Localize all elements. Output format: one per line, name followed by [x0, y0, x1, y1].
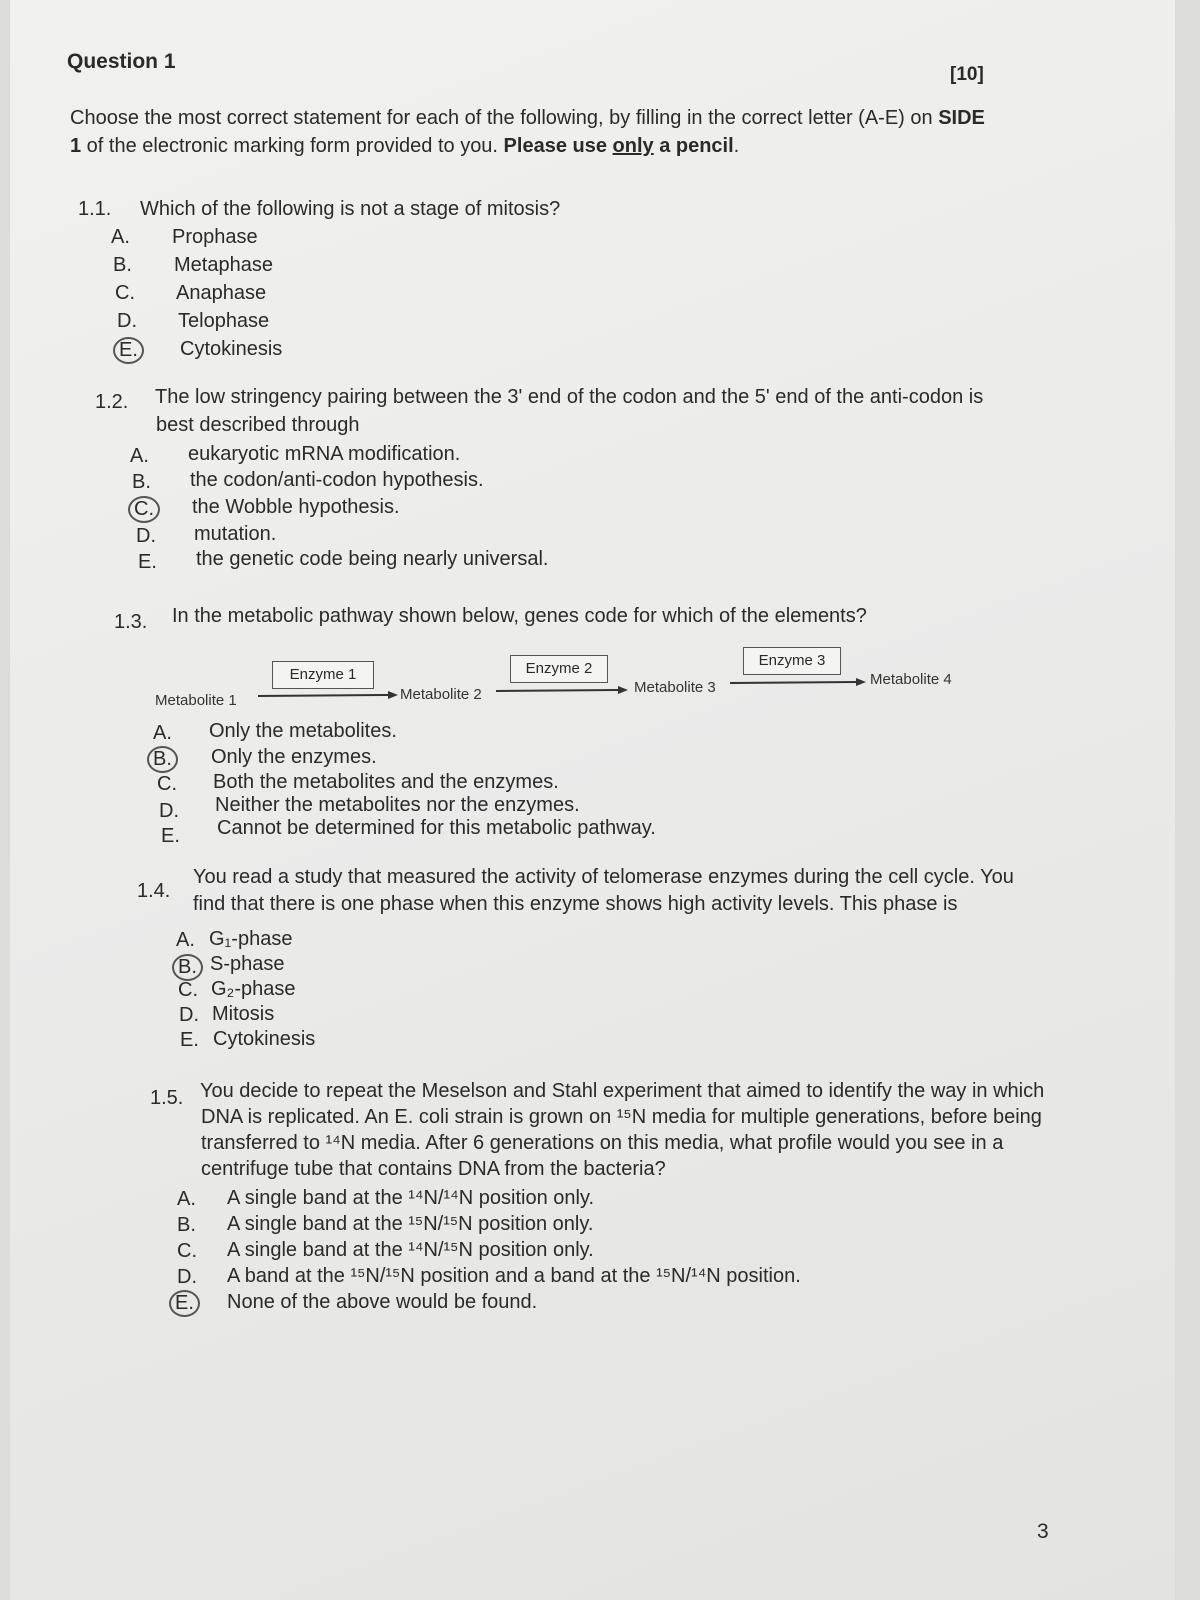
- option-text: Metaphase: [174, 254, 273, 276]
- metabolite-label: Metabolite 1: [155, 692, 237, 709]
- option-text: Cannot be determined for this metabolic pathway.: [217, 817, 656, 839]
- arrow-icon: [496, 685, 628, 697]
- question-text: Which of the following is not a stage of mitosis?: [140, 198, 561, 220]
- option-letter: B.: [113, 254, 132, 276]
- page-number: 3: [1037, 1520, 1049, 1543]
- option-letter: C.: [178, 979, 198, 1001]
- question-text-line1: You read a study that measured the activity of telomerase enzymes during the cell cycle. You: [193, 866, 1014, 888]
- option-text: None of the above would be found.: [227, 1291, 538, 1313]
- question-number: 1.5.: [150, 1087, 184, 1109]
- option-letter: D.: [117, 310, 137, 332]
- option-letter: D.: [159, 800, 179, 822]
- enzyme-box: Enzyme 1: [272, 661, 374, 689]
- option-letter: B.: [132, 471, 151, 493]
- option-letter-circled: E.: [169, 1290, 200, 1317]
- option-text: mutation.: [194, 523, 277, 545]
- question-text-line4: centrifuge tube that contains DNA from the bacteria?: [201, 1158, 666, 1180]
- option-text: Mitosis: [212, 1003, 275, 1025]
- instructions-end: .: [733, 135, 740, 157]
- question-text: In the metabolic pathway shown below, genes code for which of the elements?: [172, 605, 867, 627]
- question-text-line2: best described through: [156, 414, 360, 436]
- option-text: Only the metabolites.: [209, 720, 397, 742]
- option-text: Only the enzymes.: [211, 746, 377, 768]
- instructions-part1: Choose the most correct statement for each of the following, by filling in the correct letter (A-E) on: [70, 107, 939, 129]
- option-letter-circled: B.: [147, 746, 178, 773]
- instructions-part3: of the electronic marking form provided to you.: [81, 135, 504, 157]
- question-number: 1.3.: [114, 611, 148, 633]
- question-text-line2: DNA is replicated. An E. coli strain is grown on ¹⁵N media for multiple generations, before being: [201, 1106, 1042, 1128]
- option-text: the codon/anti-codon hypothesis.: [190, 469, 484, 491]
- enzyme-box: Enzyme 2: [510, 655, 608, 683]
- option-letter-circled: B.: [172, 954, 203, 981]
- question-number: 1.1.: [78, 198, 112, 220]
- option-text: Prophase: [172, 226, 258, 248]
- arrow-icon: [730, 677, 866, 689]
- question-text-line1: The low stringency pairing between the 3' end of the codon and the 5' end of the anti-codon is: [155, 386, 984, 408]
- question-text-line3: transferred to ¹⁴N media. After 6 generations on this media, what profile would you see in a: [201, 1132, 1004, 1154]
- option-text: the Wobble hypothesis.: [192, 496, 400, 518]
- instructions-underline: only: [612, 135, 654, 157]
- option-text: eukaryotic mRNA modification.: [188, 443, 461, 465]
- option-letter: A.: [153, 722, 172, 744]
- option-letter: E.: [180, 1029, 199, 1051]
- option-letter: E.: [161, 825, 180, 847]
- option-text: the genetic code being nearly universal.: [196, 548, 549, 570]
- option-text: Telophase: [178, 310, 270, 332]
- option-letter: D.: [136, 525, 156, 547]
- instructions-bold2: a pencil: [653, 135, 734, 157]
- question-text-line1: You decide to repeat the Meselson and Stahl experiment that aimed to identify the way in which: [200, 1080, 1045, 1102]
- option-letter: A.: [111, 226, 130, 248]
- option-letter: C.: [177, 1240, 197, 1262]
- option-letter: D.: [177, 1266, 197, 1288]
- marks-label: [10]: [950, 64, 984, 85]
- option-text: G₂-phase: [211, 978, 296, 1000]
- instructions-side-number: 1: [70, 135, 82, 157]
- question-number: 1.2.: [95, 391, 129, 413]
- question-text-line2: find that there is one phase when this enzyme shows high activity levels. This phase is: [193, 893, 958, 915]
- option-letter: A.: [177, 1188, 196, 1210]
- instructions-bold1: Please use: [503, 135, 613, 157]
- option-text: Cytokinesis: [213, 1028, 316, 1050]
- option-text: Anaphase: [176, 282, 267, 304]
- option-text: G₁-phase: [209, 928, 293, 950]
- instructions: [70, 104, 1030, 160]
- option-text: S-phase: [210, 953, 285, 975]
- instructions-side: SIDE: [938, 107, 985, 129]
- metabolite-label: Metabolite 4: [870, 671, 952, 688]
- option-letter: D.: [179, 1004, 199, 1026]
- option-letter: E.: [138, 551, 157, 573]
- question-heading: Question 1: [67, 50, 176, 73]
- option-text: A single band at the ¹⁵N/¹⁵N position only.: [227, 1213, 594, 1235]
- option-letter: C.: [115, 282, 135, 304]
- exam-page: [10, 0, 1175, 1600]
- metabolite-label: Metabolite 3: [634, 679, 716, 696]
- option-letter: C.: [157, 773, 177, 795]
- option-text: A single band at the ¹⁴N/¹⁵N position only.: [227, 1239, 594, 1261]
- option-letter: A.: [176, 929, 195, 951]
- option-text: Cytokinesis: [180, 338, 283, 360]
- option-text: A band at the ¹⁵N/¹⁵N position and a band at the ¹⁵N/¹⁴N position.: [227, 1265, 801, 1287]
- enzyme-box: Enzyme 3: [743, 647, 841, 675]
- option-letter: B.: [177, 1214, 196, 1236]
- option-letter-circled: E.: [113, 337, 144, 364]
- metabolite-label: Metabolite 2: [400, 686, 482, 703]
- option-text: A single band at the ¹⁴N/¹⁴N position only.: [227, 1187, 595, 1209]
- option-letter-circled: C.: [128, 496, 160, 523]
- arrow-icon: [258, 690, 398, 702]
- option-letter: A.: [130, 445, 149, 467]
- option-text: Both the metabolites and the enzymes.: [213, 771, 559, 793]
- question-number: 1.4.: [137, 880, 171, 902]
- option-text: Neither the metabolites nor the enzymes.: [215, 794, 580, 816]
